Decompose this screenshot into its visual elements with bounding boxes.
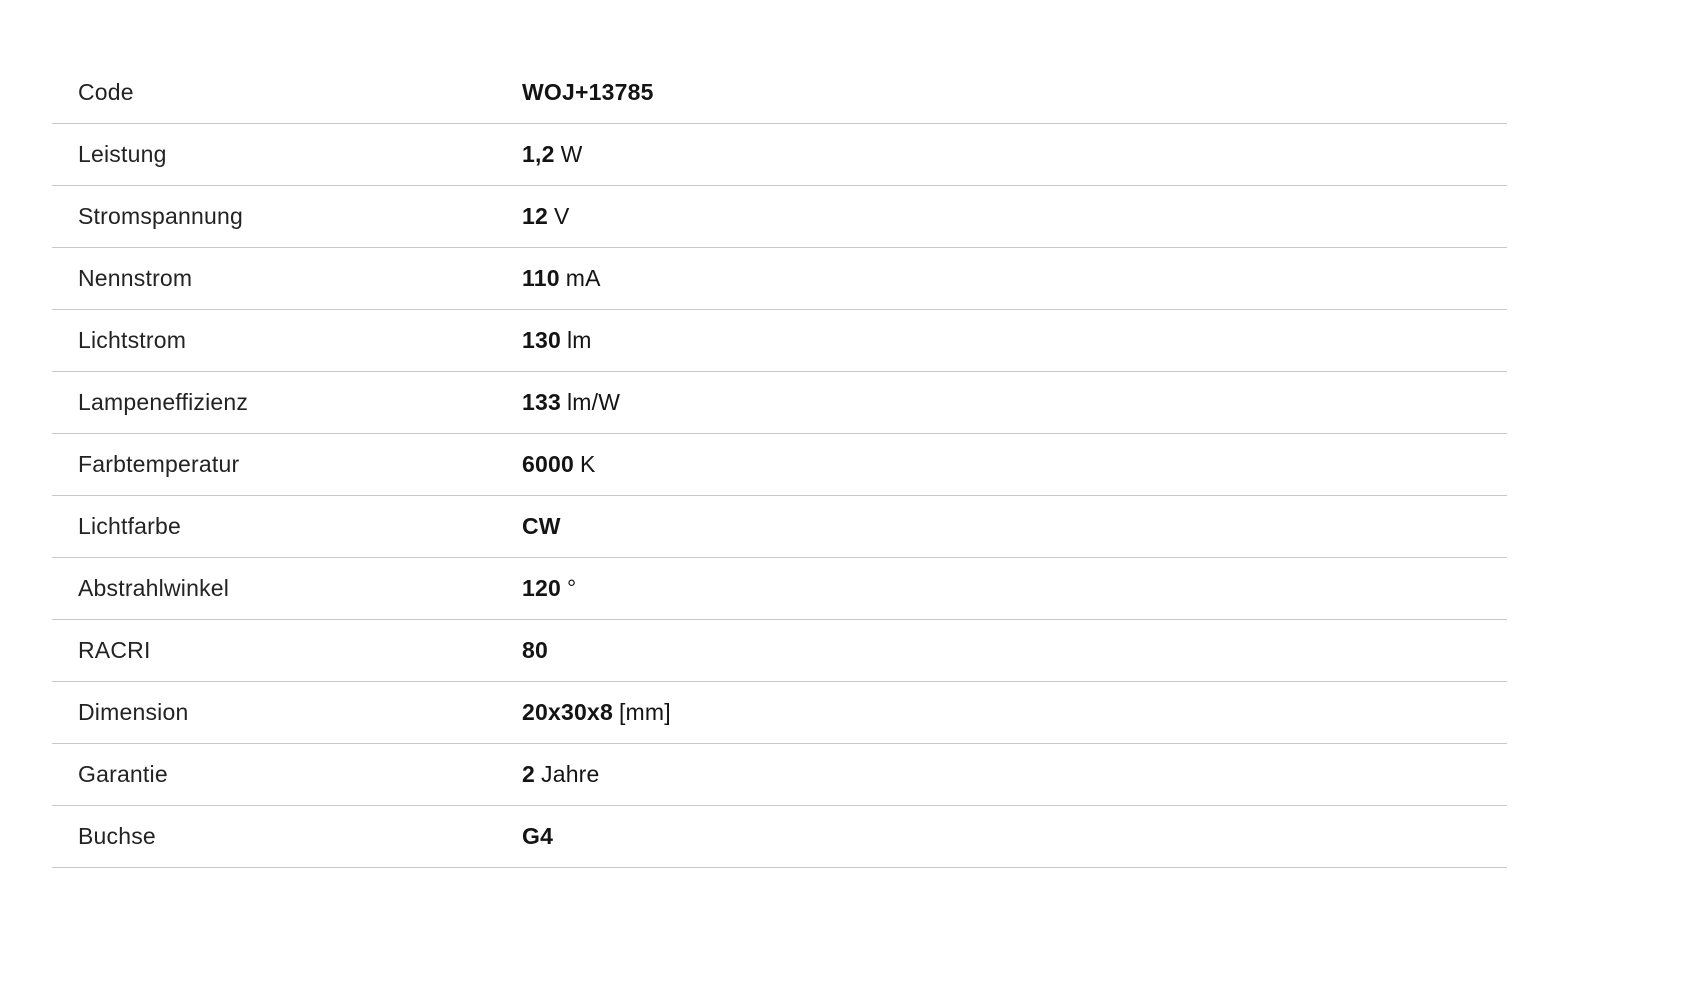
spec-value-unit: K [579, 450, 596, 477]
spec-value [498, 496, 1507, 558]
table-row [52, 372, 1507, 434]
spec-value-main: 133 [522, 388, 561, 415]
spec-label: Abstrahlwinkel [78, 574, 230, 601]
spec-value [498, 620, 1507, 682]
table-row [52, 496, 1507, 558]
spec-value-main: 130 [522, 326, 561, 353]
spec-label: Farbtemperatur [78, 450, 240, 477]
spec-value-main: 110 [522, 264, 560, 291]
spec-value [498, 186, 1507, 248]
table-row [52, 620, 1507, 682]
spec-value [498, 372, 1507, 434]
spec-label: Garantie [78, 760, 168, 787]
table-row [52, 310, 1507, 372]
spec-value-main: G4 [522, 822, 554, 849]
table-row [52, 744, 1507, 806]
spec-label: Nennstrom [78, 264, 193, 291]
spec-value-unit: lm/W [566, 388, 621, 415]
spec-label: Dimension [78, 698, 189, 725]
table-row [52, 806, 1507, 868]
spec-value-main: CW [522, 512, 561, 539]
specification-table [52, 62, 1507, 868]
spec-value-main: 80 [522, 636, 548, 663]
spec-value [498, 124, 1507, 186]
spec-value [498, 806, 1507, 868]
spec-label: RACRI [78, 636, 151, 663]
spec-value [498, 248, 1507, 310]
spec-value [498, 62, 1507, 124]
spec-label: Lichtfarbe [78, 512, 182, 539]
spec-label: Leistung [78, 140, 167, 167]
spec-value-main: 20x30x8 [522, 698, 613, 725]
spec-value-main: 6000 [522, 450, 574, 477]
spec-value-main: 2 [522, 760, 535, 787]
table-row [52, 558, 1507, 620]
spec-value [498, 682, 1507, 744]
table-row [52, 248, 1507, 310]
table-row [52, 186, 1507, 248]
spec-value-main: 1,2 [522, 140, 555, 167]
spec-value-unit: W [560, 140, 583, 167]
spec-label: Lampeneffizienz [78, 388, 249, 415]
spec-label: Buchse [78, 822, 156, 849]
spec-value-unit: V [553, 202, 570, 229]
spec-value-main: 12 [522, 202, 548, 229]
spec-value-unit: Jahre [541, 760, 600, 787]
table-row [52, 62, 1507, 124]
spec-label: Stromspannung [78, 202, 243, 229]
table-row [52, 124, 1507, 186]
product-specification-sheet [52, 62, 1507, 868]
spec-value-main: WOJ+13785 [522, 78, 654, 105]
spec-label: Code [78, 78, 134, 105]
table-row [52, 682, 1507, 744]
spec-value-unit: [mm] [618, 698, 671, 725]
spec-value [498, 558, 1507, 620]
spec-value-main: 120 [522, 574, 561, 601]
table-row [52, 434, 1507, 496]
spec-value [498, 744, 1507, 806]
spec-value [498, 434, 1507, 496]
spec-value-unit: lm [566, 326, 592, 353]
spec-value-unit: mA [565, 264, 601, 291]
spec-value-unit: ° [566, 574, 577, 601]
spec-value [498, 310, 1507, 372]
spec-label: Lichtstrom [78, 326, 187, 353]
specification-table-body [52, 62, 1507, 868]
